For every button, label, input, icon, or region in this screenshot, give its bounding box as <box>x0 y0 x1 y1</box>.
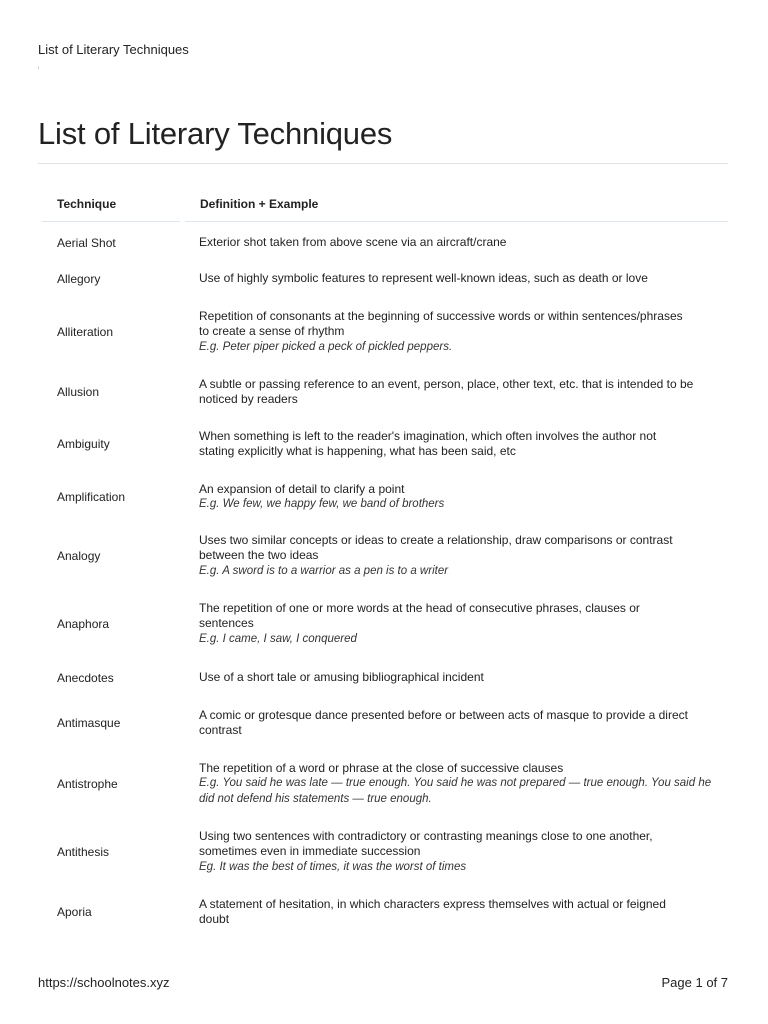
definition-line: noticed by readers <box>199 392 298 406</box>
definition-line: An expansion of detail to clarify a point <box>199 481 405 496</box>
page-title: List of Literary Techniques <box>38 116 393 151</box>
table-row <box>0 530 768 582</box>
definition-line: stating explicitly what is happening, what has been said, etc <box>199 444 516 458</box>
definition-line: The repetition of a word or phrase at the close of successive clauses <box>199 760 564 775</box>
definition-line: A comic or grotesque dance presented before or between acts of masque to provide a direct <box>199 707 688 722</box>
definition-line: The repetition of one or more words at the head of consecutive phrases, clauses or <box>199 600 640 615</box>
technique-definition <box>199 598 719 650</box>
table-row <box>0 425 768 463</box>
technique-definition <box>199 425 719 463</box>
technique-definition <box>199 306 719 358</box>
technique-name: Antimasque <box>57 716 121 730</box>
technique-name: Allegory <box>57 272 101 286</box>
technique-definition <box>199 704 719 742</box>
definition-line: Use of a short tale or amusing bibliographical incident <box>199 670 484 685</box>
technique-name: Aerial Shot <box>57 235 116 250</box>
definition-line: A statement of hesitation, in which characters express themselves with actual or feigned <box>199 896 666 911</box>
definition-example: Eg. It was the best of times, it was the worst of times <box>199 860 467 873</box>
technique-definition <box>199 893 719 931</box>
technique-definition <box>199 478 719 516</box>
technique-definition <box>199 756 719 812</box>
definition-example: E.g. We few, we happy few, we band of brothers <box>199 498 445 510</box>
table-row <box>0 306 768 358</box>
technique-definition <box>199 230 719 255</box>
technique-name: Aporia <box>57 905 92 919</box>
technique-name: Anaphora <box>57 617 110 631</box>
technique-name: Allusion <box>57 385 100 399</box>
technique-definition <box>199 664 719 692</box>
definition-line: Repetition of consonants at the beginning of successive words or within sentences/phrases <box>199 308 683 323</box>
table-row <box>0 478 768 516</box>
definition-line: When something is left to the reader's imagination, which often involves the author not <box>199 428 657 443</box>
table-row <box>0 266 768 292</box>
technique-name: Antistrophe <box>57 777 118 791</box>
definition-example: E.g. A sword is to a warrior as a pen is to a writer <box>199 564 449 577</box>
table-row <box>0 664 768 692</box>
footer-page-number: Page 1 of 7 <box>661 975 728 990</box>
definition-line: doubt <box>199 912 230 926</box>
technique-name: Ambiguity <box>57 437 110 451</box>
definition-line: sometimes even in immediate succession <box>199 844 421 859</box>
technique-definition <box>199 824 719 880</box>
definition-line: A subtle or passing reference to an event, person, place, other text, etc. that is intended to be <box>199 376 694 391</box>
definition-line: Use of highly symbolic features to represent well-known ideas, such as death or love <box>199 271 648 286</box>
table-row <box>0 598 768 650</box>
definition-line: Exterior shot taken from above scene via an aircraft/crane <box>199 234 507 249</box>
table-row <box>0 704 768 742</box>
definition-line: to create a sense of rhythm <box>199 324 345 339</box>
definition-line: between the two ideas <box>199 548 319 563</box>
column-header-technique: Technique <box>57 197 117 211</box>
table-row <box>0 230 768 255</box>
footer-url[interactable]: https://schoolnotes.xyz <box>38 975 170 990</box>
definition-example: E.g. You said he was late — true enough. You said he was not prepared — true enough. You said he did not defend his statements — true enough. <box>199 777 712 805</box>
technique-name: Alliteration <box>57 325 114 339</box>
header-title: List of Literary Techniques <box>38 42 189 57</box>
table-row <box>0 893 768 931</box>
definition-line: contrast <box>199 723 242 737</box>
technique-definition <box>199 530 719 582</box>
definition-example: E.g. Peter piper picked a peck of pickled peppers. <box>199 340 453 353</box>
technique-definition <box>199 266 719 292</box>
table-row <box>0 756 768 812</box>
technique-definition <box>199 373 719 411</box>
definition-example: E.g. I came, I saw, I conquered <box>199 632 357 645</box>
definition-line: sentences <box>199 616 254 631</box>
technique-name: Anecdotes <box>57 671 114 685</box>
definition-line: Using two sentences with contradictory or contrasting meanings close to one another, <box>199 828 653 843</box>
table-row <box>0 824 768 880</box>
technique-name: Amplification <box>57 490 126 504</box>
table-row <box>0 373 768 411</box>
technique-name: Antithesis <box>57 845 110 859</box>
definition-line: Uses two similar concepts or ideas to create a relationship, draw comparisons or contrast <box>199 532 673 547</box>
column-header-definition: Definition + Example <box>200 197 319 211</box>
technique-name: Analogy <box>57 549 101 563</box>
